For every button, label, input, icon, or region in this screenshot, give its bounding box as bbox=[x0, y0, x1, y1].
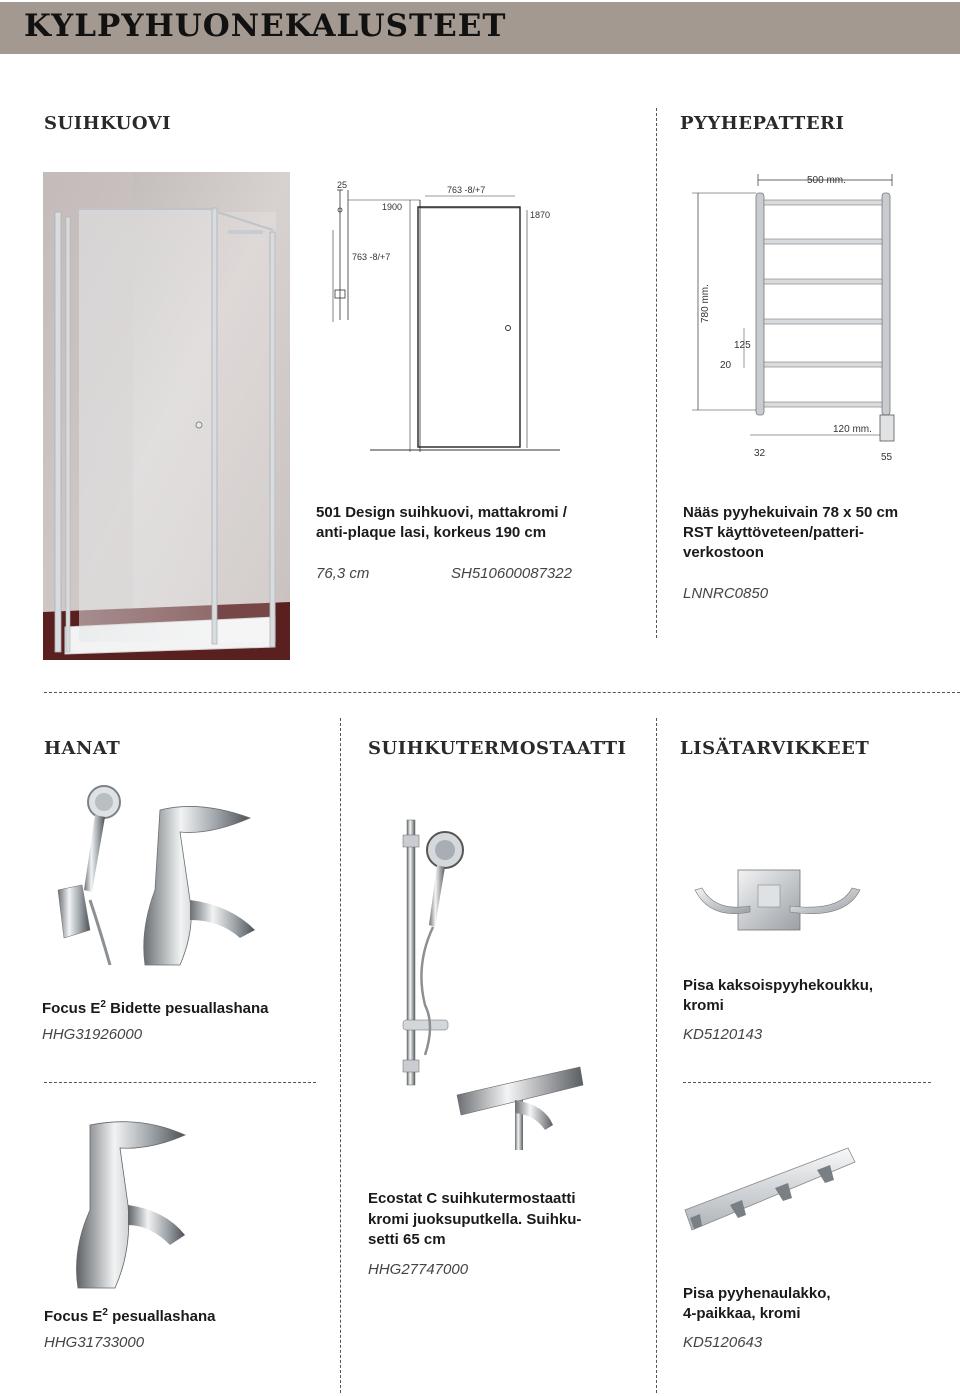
double-hook-code: KD5120143 bbox=[683, 1026, 763, 1043]
basin-faucet-name: Focus $E^2$ pesuallashana bbox=[44, 1307, 216, 1325]
section-lisatarvikkeet: LISÄTARVIKKEET bbox=[680, 738, 870, 759]
shower-door-name-2: anti-plaque lasi, korkeus 190 cm bbox=[316, 524, 547, 541]
dim-25: 25 bbox=[337, 180, 348, 190]
dim-55: 55 bbox=[881, 452, 893, 463]
section-pyyhepatteri: PYYHEPATTERI bbox=[680, 113, 845, 134]
bidet-faucet-name: Focus $E^2$ Bidette pesuallashana bbox=[42, 999, 269, 1017]
bidet-faucet-photo bbox=[50, 780, 260, 970]
towel-heater-diagram bbox=[680, 168, 910, 468]
dim-780: 780 mm. bbox=[700, 284, 711, 323]
dim-120: 120 mm. bbox=[833, 424, 872, 435]
dim-500: 500 mm. bbox=[807, 175, 846, 186]
double-hook-photo bbox=[690, 860, 870, 940]
towel-heater-name-1: Nääs pyyhekuivain 78 x 50 cm bbox=[683, 504, 899, 521]
towel-heater-name-2: RST käyttöveteen/patteri- bbox=[683, 524, 864, 541]
divider-horizontal-middle bbox=[44, 692, 960, 693]
thermostat-photo bbox=[395, 815, 585, 1155]
shower-door-code: SH510600087322 bbox=[451, 565, 572, 582]
shower-door-diagram bbox=[330, 180, 560, 460]
section-suihkuovi: SUIHKUOVI bbox=[44, 113, 172, 134]
shower-door-photo bbox=[43, 172, 290, 660]
dim-20: 20 bbox=[720, 360, 732, 371]
dim-125: 125 bbox=[734, 340, 751, 351]
thermostat-code: HHG27747000 bbox=[368, 1261, 469, 1278]
page-title: KYLPYHUONEKALUSTEET bbox=[24, 8, 507, 44]
towel-rail-name-1: Pisa pyyhenaulakko, bbox=[683, 1285, 831, 1302]
divider-vertical-left bbox=[340, 718, 341, 1393]
divider-vertical-right bbox=[656, 718, 657, 1393]
bidet-faucet-code: HHG31926000 bbox=[42, 1026, 143, 1043]
section-hanat: HANAT bbox=[44, 738, 121, 759]
divider-horizontal-left bbox=[44, 1082, 316, 1083]
dim-1900: 1900 bbox=[382, 202, 403, 212]
basin-faucet-code: HHG31733000 bbox=[44, 1334, 145, 1351]
towel-rail-name-2: 4-paikkaa, kromi bbox=[683, 1305, 801, 1322]
dim-32: 32 bbox=[754, 448, 766, 459]
thermostat-name-1: Ecostat C suihkutermostaatti bbox=[368, 1190, 576, 1207]
basin-faucet-photo bbox=[60, 1110, 200, 1290]
divider-horizontal-right bbox=[683, 1082, 931, 1083]
dim-763-top: 763 -8/+7 bbox=[447, 185, 486, 195]
thermostat-name-3: setti 65 cm bbox=[368, 1231, 446, 1248]
double-hook-name-1: Pisa kaksoispyyhekoukku, bbox=[683, 977, 874, 994]
towel-heater-code: LNNRC0850 bbox=[683, 585, 769, 602]
dim-763-side: 763 -8/+7 bbox=[352, 252, 391, 262]
thermostat-name-2: kromi juoksuputkella. Suihku- bbox=[368, 1211, 582, 1228]
double-hook-name-2: kromi bbox=[683, 997, 724, 1014]
divider-vertical-top bbox=[656, 108, 657, 638]
towel-rail-photo bbox=[680, 1140, 860, 1240]
shower-door-size: 76,3 cm bbox=[316, 565, 370, 582]
section-suihkutermostaatti: SUIHKUTERMOSTAATTI bbox=[368, 738, 627, 759]
shower-door-name-1: 501 Design suihkuovi, mattakromi / bbox=[316, 504, 567, 521]
towel-rail-code: KD5120643 bbox=[683, 1334, 763, 1351]
towel-heater-name-3: verkostoon bbox=[683, 544, 764, 561]
dim-1870: 1870 bbox=[530, 210, 551, 220]
